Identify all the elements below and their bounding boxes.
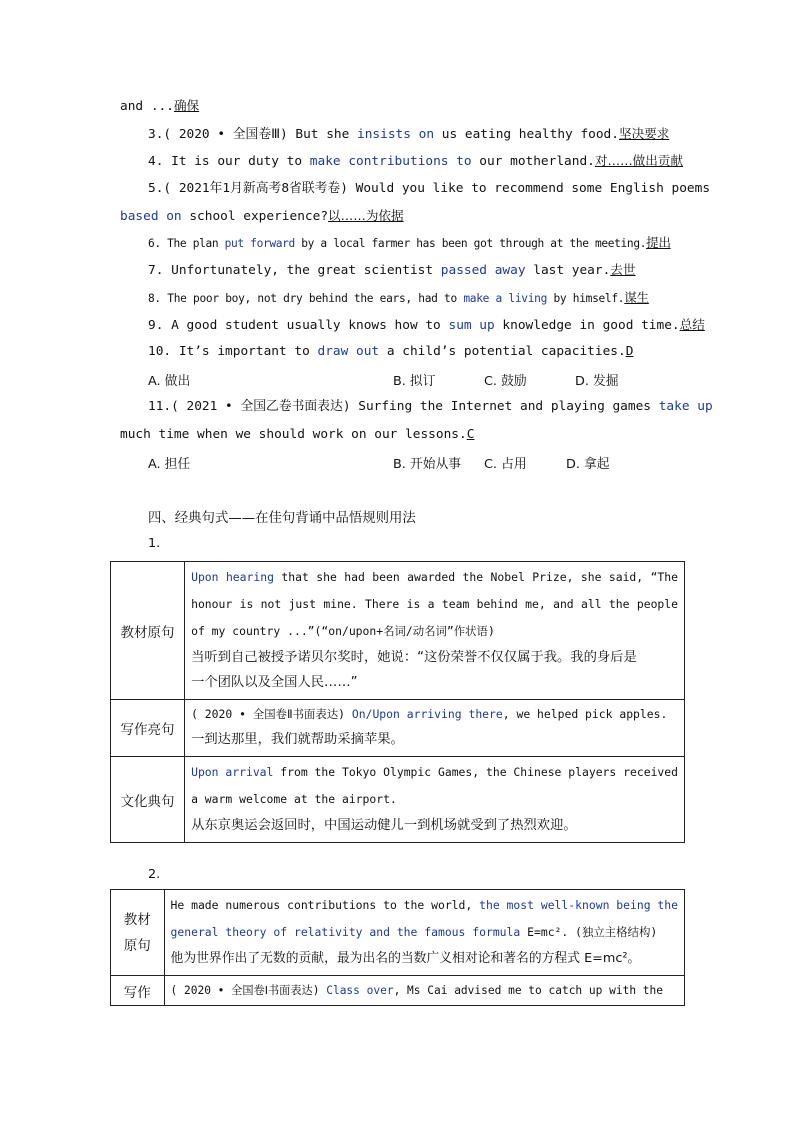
row-label <box>111 890 165 976</box>
english-line: a warm welcome at the airport. <box>191 792 397 806</box>
text: He made numerous contributions to the world, <box>170 898 480 912</box>
text: by a local farmer has been got through at the meeting. <box>294 237 647 250</box>
row-content <box>185 700 685 757</box>
answer: 对……做出贡献 <box>594 153 684 168</box>
phrase-highlight: sum up <box>448 318 495 333</box>
text: 6. The plan <box>148 237 225 250</box>
chinese-line: 当听到自己被授予诺贝尔奖时，她说：“这份荣誉不仅仅属于我。我的身后是 <box>191 650 637 665</box>
label-line: 原句 <box>123 937 151 954</box>
option-b: B. 拟订 <box>393 374 436 389</box>
answer: D <box>625 344 634 359</box>
text: , Ms Cai advised me to catch up with the <box>393 983 663 997</box>
answer: 提出 <box>646 235 671 250</box>
line-7 <box>148 261 794 280</box>
line-5b <box>120 207 794 226</box>
item-number: 2. <box>148 867 161 882</box>
phrase-highlight: general theory of relativity and the famous formula <box>170 925 521 939</box>
text: 9. A good student usually knows how to <box>148 318 449 333</box>
text: and ... <box>120 99 174 114</box>
english-line <box>171 978 678 1004</box>
label-line: 教材 <box>123 911 151 928</box>
chinese-line: 他为世界作出了无数的贡献，最为出名的当数广义相对论和著名的方程式 E=mc²。 <box>170 951 641 966</box>
sentence-table-1 <box>110 561 685 843</box>
answer: 确保 <box>173 98 200 113</box>
phrase-highlight: passed away <box>440 263 526 278</box>
phrase-highlight: based on <box>120 209 182 224</box>
chinese-line: 一个团队以及全国人民……” <box>191 675 358 690</box>
text: ( 2020 • 全国卷Ⅱ书面表达) <box>191 707 352 721</box>
option-b: B. 开始从事 <box>393 457 462 472</box>
row-label: 文化典句 <box>111 757 185 843</box>
text: school experience? <box>181 209 329 224</box>
answer: C <box>466 427 475 442</box>
english-line <box>171 892 678 919</box>
answer: 谋生 <box>624 290 649 305</box>
chinese-line: 从东京奥运会返回时，中国运动健儿一到机场就受到了热烈欢迎。 <box>191 818 577 833</box>
line-6 <box>148 234 794 253</box>
line-11b <box>120 426 794 444</box>
answer: 总结 <box>679 317 705 332</box>
line-3 <box>148 125 794 144</box>
phrase-highlight: put forward <box>224 237 295 250</box>
row-content <box>185 757 685 843</box>
sentence-table-2 <box>110 889 685 1006</box>
option-c: C. 占用 <box>484 457 527 472</box>
text: 10. It’s important to <box>148 344 318 359</box>
text: knowledge in good time. <box>494 318 680 333</box>
line-10 <box>148 343 794 361</box>
text: ( 2020 • 全国卷Ⅰ书面表达) <box>170 983 327 997</box>
english-line <box>191 702 678 727</box>
row-label: 写作 <box>111 976 165 1006</box>
item-number: 1. <box>148 536 161 551</box>
table-row <box>111 890 685 976</box>
english-line <box>171 919 678 946</box>
phrase-highlight: Class over <box>326 983 394 997</box>
phrase-highlight: take up <box>658 399 713 414</box>
option-a: A. 做出 <box>148 374 191 389</box>
chinese-line: 一到达那里，我们就帮助采摘苹果。 <box>191 732 404 747</box>
text: by himself. <box>547 292 625 305</box>
text: last year. <box>525 263 611 278</box>
row-content <box>164 890 684 976</box>
row-label: 写作亮句 <box>111 700 185 757</box>
table-row <box>111 700 685 757</box>
text: much time when we should work on our lessons. <box>120 427 467 442</box>
option-d: D. 拿起 <box>566 457 610 472</box>
option-d: D. 发掘 <box>575 374 619 389</box>
text: that she had been awarded the Nobel Prize, she said, “The <box>273 570 679 584</box>
phrase-highlight: draw out <box>317 344 380 359</box>
text: , we helped pick apples. <box>502 707 668 721</box>
table-row <box>111 976 685 1006</box>
row-content <box>164 976 684 1006</box>
text: our motherland. <box>471 154 595 169</box>
phrase-highlight: Upon arrival <box>191 765 274 779</box>
english-line <box>191 564 678 591</box>
phrase-highlight: make contributions to <box>309 154 472 169</box>
line-0 <box>120 97 794 116</box>
table-row <box>111 562 685 700</box>
line-8 <box>148 289 794 308</box>
english-line: of my country ...”(“on/upon+名词/动名词”作状语) <box>191 624 495 638</box>
text: 3.( 2020 • 全国卷Ⅲ) But she <box>148 127 358 142</box>
option-c: C. 鼓励 <box>484 374 527 389</box>
row-content <box>185 562 685 700</box>
text: us eating healthy food. <box>434 127 619 142</box>
text: from the Tokyo Olympic Games, the Chinese players received <box>273 765 678 779</box>
answer: 去世 <box>610 262 636 277</box>
english-line: honour is not just mine. There is a team behind me, and all the people <box>191 597 678 611</box>
row-label: 教材原句 <box>111 562 185 700</box>
text: 5.( 2021年1月新高考8省联考卷) Would you like to recommend some English poems <box>148 181 711 196</box>
line-4 <box>148 152 794 171</box>
line-5a <box>148 180 794 198</box>
answer: 坚决要求 <box>618 126 670 141</box>
phrase-highlight: make a living <box>463 292 548 305</box>
answer: 以……为依据 <box>328 208 404 223</box>
text: 7. Unfortunately, the great scientist <box>148 263 441 278</box>
text: 11.( 2021 • 全国乙卷书面表达) Surfing the Internet and playing games <box>148 399 659 414</box>
phrase-highlight: On/Upon arriving there <box>351 707 503 721</box>
text: 8. The poor boy, not dry behind the ears, had to <box>148 292 464 305</box>
table-row <box>111 757 685 843</box>
phrase-highlight: the most well-known being the <box>479 898 678 912</box>
line-11a <box>148 398 794 416</box>
line-9 <box>148 316 794 335</box>
section-title: 四、经典句式——在佳句背诵中品悟规则用法 <box>148 511 416 526</box>
phrase-highlight: Upon hearing <box>191 570 274 584</box>
english-line <box>191 759 678 786</box>
phrase-highlight: insists on <box>357 127 435 142</box>
text: a child’s potential capacities. <box>379 344 626 359</box>
text: E=mc². (独立主格结构) <box>520 925 658 939</box>
text: 4. It is our duty to <box>148 154 310 169</box>
option-a: A. 担任 <box>148 457 191 472</box>
